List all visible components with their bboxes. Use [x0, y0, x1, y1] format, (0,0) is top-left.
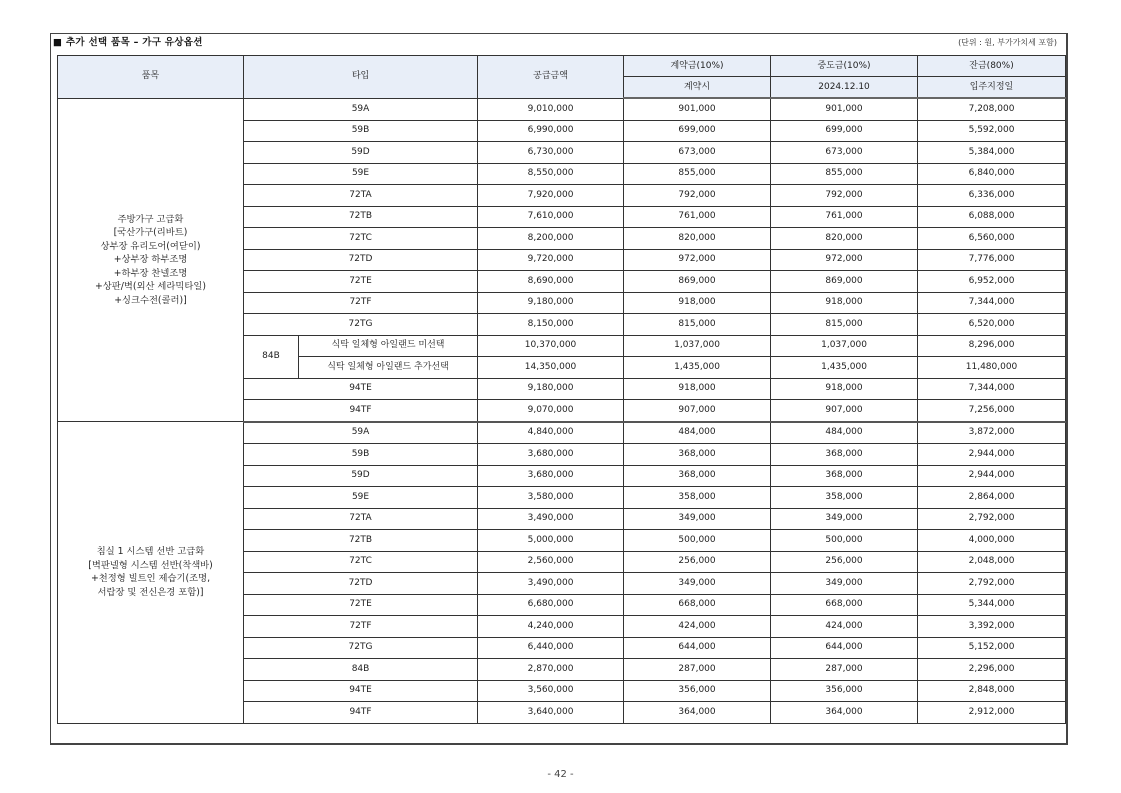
balance-cell: 2,944,000: [918, 465, 1066, 487]
deposit-cell: 918,000: [624, 292, 771, 314]
type-cell: 94TF: [244, 400, 478, 422]
item-description: [58, 422, 244, 724]
type-cell: 72TB: [244, 530, 478, 552]
balance-cell: 7,344,000: [918, 292, 1066, 314]
interim-cell: 424,000: [771, 616, 918, 638]
supply-price-cell: 9,010,000: [478, 98, 624, 120]
type-cell: 59E: [244, 487, 478, 509]
type-cell: 72TG: [244, 637, 478, 659]
item-line: 주방가구 고급화: [117, 213, 184, 225]
deposit-cell: 699,000: [624, 120, 771, 142]
header-supply-price: 공급금액: [478, 56, 624, 99]
interim-cell: 1,037,000: [771, 335, 918, 357]
supply-price-cell: 6,440,000: [478, 637, 624, 659]
deposit-cell: 907,000: [624, 400, 771, 422]
deposit-cell: 972,000: [624, 249, 771, 271]
type-cell: 59A: [244, 422, 478, 444]
supply-price-cell: 4,240,000: [478, 616, 624, 638]
supply-price-cell: 3,490,000: [478, 508, 624, 530]
interim-cell: 256,000: [771, 551, 918, 573]
section-title: ■ 추가 선택 품목 – 가구 유상옵션: [53, 37, 203, 48]
type-cell: 72TD: [244, 573, 478, 595]
deposit-cell: 368,000: [624, 465, 771, 487]
balance-cell: 6,952,000: [918, 271, 1066, 293]
group-bedroom-shelf: [58, 422, 1066, 724]
interim-cell: 901,000: [771, 98, 918, 120]
interim-cell: 668,000: [771, 594, 918, 616]
supply-price-cell: 5,000,000: [478, 530, 624, 552]
deposit-cell: 673,000: [624, 142, 771, 164]
deposit-cell: 1,435,000: [624, 357, 771, 379]
deposit-cell: 855,000: [624, 163, 771, 185]
supply-price-cell: 3,490,000: [478, 573, 624, 595]
type-cell: 72TF: [244, 616, 478, 638]
interim-cell: 972,000: [771, 249, 918, 271]
balance-cell: 5,384,000: [918, 142, 1066, 164]
interim-cell: 918,000: [771, 378, 918, 400]
supply-price-cell: 10,370,000: [478, 335, 624, 357]
interim-cell: 349,000: [771, 573, 918, 595]
type-cell: 94TE: [244, 680, 478, 702]
deposit-cell: 761,000: [624, 206, 771, 228]
item-line: 침실 1 시스템 선반 고급화: [96, 546, 205, 558]
deposit-cell: 1,037,000: [624, 335, 771, 357]
interim-cell: 918,000: [771, 292, 918, 314]
type-cell: 94TE: [244, 378, 478, 400]
unit-note: (단위 : 원, 부가가치세 포함): [958, 38, 1057, 47]
interim-cell: 869,000: [771, 271, 918, 293]
deposit-cell: 869,000: [624, 271, 771, 293]
type-cell: 72TG: [244, 314, 478, 336]
type-cell: 72TE: [244, 271, 478, 293]
deposit-cell: 500,000: [624, 530, 771, 552]
interim-cell: 349,000: [771, 508, 918, 530]
type-cell: 72TC: [244, 551, 478, 573]
interim-cell: 820,000: [771, 228, 918, 250]
balance-cell: 2,944,000: [918, 444, 1066, 466]
balance-cell: 5,344,000: [918, 594, 1066, 616]
interim-cell: 484,000: [771, 422, 918, 444]
deposit-cell: 287,000: [624, 659, 771, 681]
option-cell: 식탁 일체형 아일랜드 추가선택: [299, 357, 478, 379]
balance-cell: 7,256,000: [918, 400, 1066, 422]
type-cell: 59E: [244, 163, 478, 185]
item-line: [벽판넬형 시스템 선반(착색바): [88, 559, 213, 571]
balance-cell: 3,392,000: [918, 616, 1066, 638]
deposit-cell: 918,000: [624, 378, 771, 400]
header-balance-due: 입주지정일: [918, 77, 1066, 99]
deposit-cell: 356,000: [624, 680, 771, 702]
deposit-cell: 368,000: [624, 444, 771, 466]
deposit-cell: 792,000: [624, 185, 771, 207]
balance-cell: 6,088,000: [918, 206, 1066, 228]
table-row: [58, 98, 1066, 120]
interim-cell: 368,000: [771, 465, 918, 487]
balance-cell: 11,480,000: [918, 357, 1066, 379]
balance-cell: 4,000,000: [918, 530, 1066, 552]
type-cell: 59A: [244, 98, 478, 120]
deposit-cell: 815,000: [624, 314, 771, 336]
type-cell: 72TD: [244, 249, 478, 271]
item-line: +천정형 빌트인 제습기(조명,: [90, 573, 211, 585]
item-description: [58, 98, 244, 422]
deposit-cell: 424,000: [624, 616, 771, 638]
group-kitchen-furniture: [58, 98, 1066, 422]
balance-cell: 7,344,000: [918, 378, 1066, 400]
supply-price-cell: 2,870,000: [478, 659, 624, 681]
supply-price-cell: 3,560,000: [478, 680, 624, 702]
supply-price-cell: 3,680,000: [478, 465, 624, 487]
interim-cell: 855,000: [771, 163, 918, 185]
supply-price-cell: 2,560,000: [478, 551, 624, 573]
interim-cell: 644,000: [771, 637, 918, 659]
header-deposit-due: 계약시: [624, 77, 771, 99]
interim-cell: 358,000: [771, 487, 918, 509]
type-cell: 72TA: [244, 185, 478, 207]
balance-cell: 2,912,000: [918, 702, 1066, 724]
type-cell: 94TF: [244, 702, 478, 724]
interim-cell: 907,000: [771, 400, 918, 422]
supply-price-cell: 7,610,000: [478, 206, 624, 228]
supply-price-cell: 6,730,000: [478, 142, 624, 164]
type-cell: 72TC: [244, 228, 478, 250]
balance-cell: 2,864,000: [918, 487, 1066, 509]
item-line: 서랍장 및 전신은경 포함)]: [97, 586, 204, 598]
type-cell: 59B: [244, 120, 478, 142]
interim-cell: 364,000: [771, 702, 918, 724]
balance-cell: 2,296,000: [918, 659, 1066, 681]
deposit-cell: 820,000: [624, 228, 771, 250]
balance-cell: 7,776,000: [918, 249, 1066, 271]
supply-price-cell: 9,070,000: [478, 400, 624, 422]
balance-cell: 3,872,000: [918, 422, 1066, 444]
supply-price-cell: 6,680,000: [478, 594, 624, 616]
supply-price-cell: 8,690,000: [478, 271, 624, 293]
deposit-cell: 668,000: [624, 594, 771, 616]
deposit-cell: 364,000: [624, 702, 771, 724]
interim-cell: 699,000: [771, 120, 918, 142]
interim-cell: 287,000: [771, 659, 918, 681]
type-cell: 72TB: [244, 206, 478, 228]
type-cell: 72TF: [244, 292, 478, 314]
supply-price-cell: 6,990,000: [478, 120, 624, 142]
balance-cell: 8,296,000: [918, 335, 1066, 357]
supply-price-cell: 9,720,000: [478, 249, 624, 271]
header-balance: 잔금(80%): [918, 56, 1066, 77]
supply-price-cell: 9,180,000: [478, 292, 624, 314]
item-line: +상부장 하부조명: [113, 254, 188, 265]
option-cell: 식탁 일체형 아일랜드 미선택: [299, 335, 478, 357]
balance-cell: 6,840,000: [918, 163, 1066, 185]
option-price-table: [57, 55, 1066, 724]
item-line: +하부장 찬넬조명: [113, 267, 188, 279]
header-interim-due: 2024.12.10: [771, 77, 918, 99]
deposit-cell: 644,000: [624, 637, 771, 659]
interim-cell: 356,000: [771, 680, 918, 702]
interim-cell: 761,000: [771, 206, 918, 228]
interim-cell: 815,000: [771, 314, 918, 336]
item-line: 상부장 유리도어(여닫이): [100, 240, 201, 252]
header-type: 타입: [244, 56, 478, 99]
supply-price-cell: 3,680,000: [478, 444, 624, 466]
table-row: [58, 422, 1066, 444]
item-line: +상판/벽(외산 세라믹타일): [95, 281, 206, 292]
interim-cell: 368,000: [771, 444, 918, 466]
interim-cell: 500,000: [771, 530, 918, 552]
interim-cell: 1,435,000: [771, 357, 918, 379]
balance-cell: 2,792,000: [918, 573, 1066, 595]
item-line: +싱크수전(콜러)]: [114, 294, 187, 306]
supply-price-cell: 9,180,000: [478, 378, 624, 400]
supply-price-cell: 14,350,000: [478, 357, 624, 379]
deposit-cell: 256,000: [624, 551, 771, 573]
type-cell: 84B: [244, 659, 478, 681]
item-line: [국산가구(리바트): [113, 227, 188, 238]
balance-cell: 2,792,000: [918, 508, 1066, 530]
balance-cell: 6,520,000: [918, 314, 1066, 336]
interim-cell: 673,000: [771, 142, 918, 164]
supply-price-cell: 3,640,000: [478, 702, 624, 724]
header-item: 품목: [58, 56, 244, 99]
supply-price-cell: 3,580,000: [478, 487, 624, 509]
deposit-cell: 901,000: [624, 98, 771, 120]
header-interim: 중도금(10%): [771, 56, 918, 77]
deposit-cell: 349,000: [624, 508, 771, 530]
supply-price-cell: 8,200,000: [478, 228, 624, 250]
deposit-cell: 484,000: [624, 422, 771, 444]
type-cell: 59D: [244, 465, 478, 487]
deposit-cell: 349,000: [624, 573, 771, 595]
balance-cell: 6,560,000: [918, 228, 1066, 250]
type-cell: 72TA: [244, 508, 478, 530]
page-number: - 42 -: [547, 769, 574, 780]
balance-cell: 6,336,000: [918, 185, 1066, 207]
balance-cell: 2,048,000: [918, 551, 1066, 573]
supply-price-cell: 8,150,000: [478, 314, 624, 336]
deposit-cell: 358,000: [624, 487, 771, 509]
type-cell: 72TE: [244, 594, 478, 616]
type-cell: 59D: [244, 142, 478, 164]
type-cell: 59B: [244, 444, 478, 466]
balance-cell: 5,152,000: [918, 637, 1066, 659]
interim-cell: 792,000: [771, 185, 918, 207]
balance-cell: 7,208,000: [918, 98, 1066, 120]
supply-price-cell: 7,920,000: [478, 185, 624, 207]
supply-price-cell: 4,840,000: [478, 422, 624, 444]
balance-cell: 5,592,000: [918, 120, 1066, 142]
header-deposit: 계약금(10%): [624, 56, 771, 77]
supply-price-cell: 8,550,000: [478, 163, 624, 185]
type-cell: 84B: [244, 335, 299, 378]
balance-cell: 2,848,000: [918, 680, 1066, 702]
